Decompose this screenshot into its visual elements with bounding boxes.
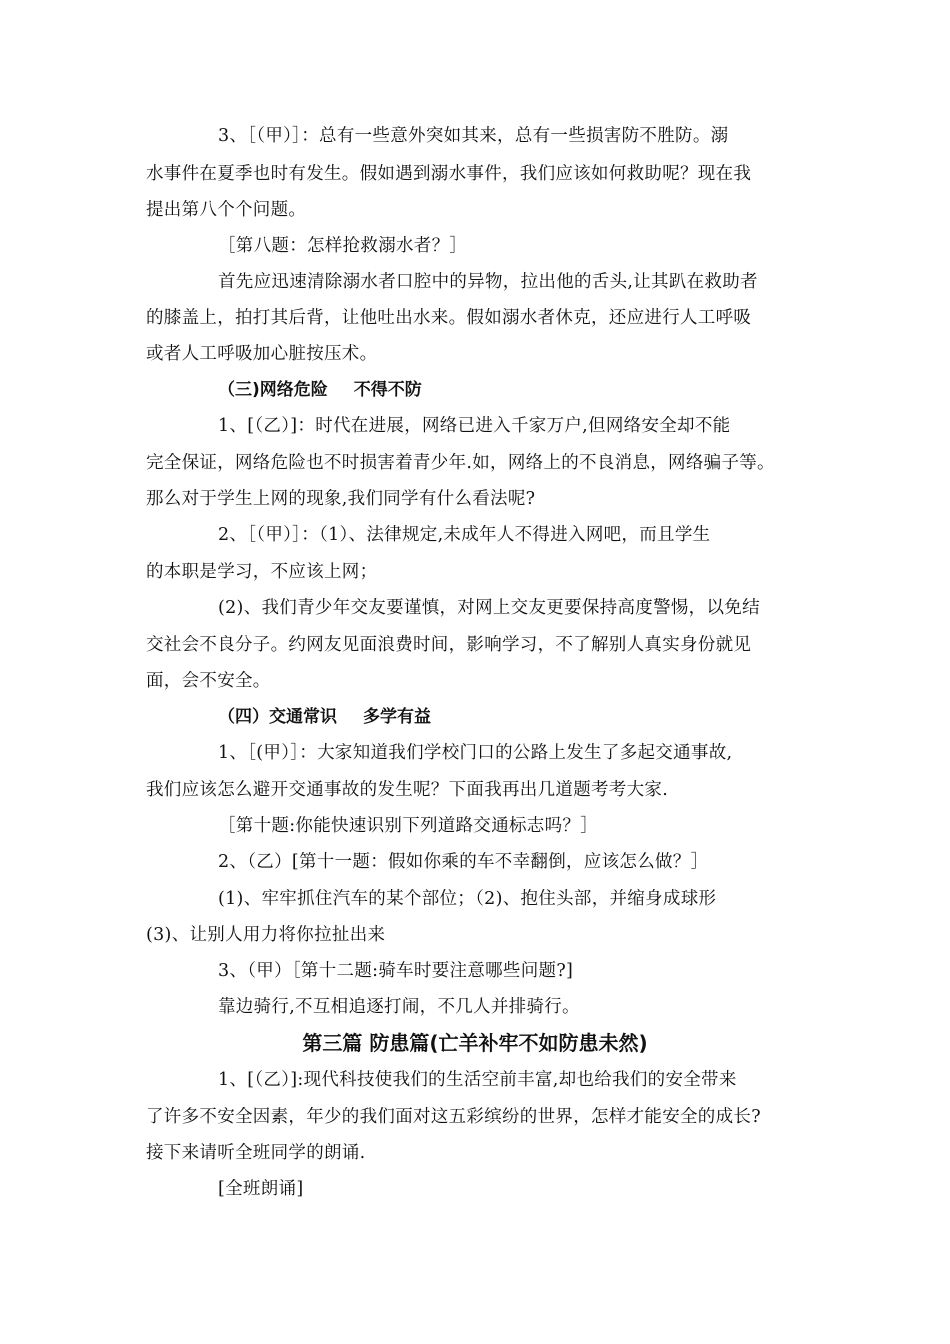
paragraph-line: 面，会不安全。 bbox=[146, 671, 271, 691]
section-motto: 多学有益 bbox=[363, 707, 431, 727]
paragraph-line: 1、[（乙）]：时代在进展，网络已进入千家万户,但网络安全却不能 bbox=[218, 416, 731, 436]
paragraph-line: 水事件在夏季也时有发生。假如遇到溺水事件，我们应该如何救助呢？现在我 bbox=[146, 164, 752, 184]
section-motto: 不得不防 bbox=[353, 380, 422, 400]
paragraph-line: 提出第八个个问题。 bbox=[146, 200, 307, 220]
paragraph-line: 1、[（乙）]:现代科技使我们的生活空前丰富,却也给我们的安全带来 bbox=[218, 1070, 737, 1090]
question-line: 3、（甲）［第十二题:骑车时要注意哪些问题?] bbox=[218, 961, 574, 981]
question-line: ［第十题:你能快速识别下列道路交通标志吗？］ bbox=[218, 816, 598, 836]
paragraph-line: 那么对于学生上网的现象,我们同学有什么看法呢? bbox=[146, 489, 536, 509]
section-heading-traffic bbox=[218, 705, 431, 729]
paragraph-line: (3)、让别人用力将你拉扯出来 bbox=[146, 925, 386, 945]
section-label: （四）交通常识 bbox=[218, 707, 337, 727]
chapter-heading: 第三篇 防患篇(亡羊补牢不如防患未然) bbox=[302, 1031, 648, 1055]
paragraph-line: 或者人工呼吸加心脏按压术。 bbox=[146, 344, 378, 364]
paragraph-line: 的本职是学习，不应该上网； bbox=[146, 562, 378, 582]
paragraph-line: 2、［（甲）］：（1）、法律规定,未成年人不得进入网吧，而且学生 bbox=[218, 525, 711, 545]
question-line: 2、（乙）[第十一题：假如你乘的车不幸翻倒，应该怎么做？］ bbox=[218, 852, 709, 872]
paragraph-line: 的膝盖上，拍打其后背，让他吐出水来。假如溺水者休克，还应进行人工呼吸 bbox=[146, 308, 752, 328]
paragraph-line: [全班朗诵] bbox=[218, 1179, 304, 1199]
paragraph-line: (1)、牢牢抓住汽车的某个部位；（2)、抱住头部，并缩身成球形 bbox=[218, 889, 717, 909]
section-heading-network bbox=[218, 378, 422, 402]
paragraph-line: 3、［（甲）］：总有一些意外突如其来，总有一些损害防不胜防。溺 bbox=[218, 126, 729, 146]
paragraph-line: 了许多不安全因素，年少的我们面对这五彩缤纷的世界，怎样才能安全的成长? bbox=[146, 1107, 761, 1127]
paragraph-line: 交社会不良分子。约网友见面浪费时间，影响学习，不了解别人真实身份就见 bbox=[146, 635, 752, 655]
paragraph-line: 接下来请听全班同学的朗诵. bbox=[146, 1143, 366, 1163]
paragraph-line: 1、［(甲）］：大家知道我们学校门口的公路上发生了多起交通事故, bbox=[218, 743, 733, 763]
paragraph-line: 完全保证，网络危险也不时损害着青少年.如，网络上的不良消息，网络骗子等。 bbox=[146, 453, 775, 473]
paragraph-line: (2)、我们青少年交友要谨慎，对网上交友更要保持高度警惕，以免结 bbox=[218, 598, 760, 618]
paragraph-line: 首先应迅速清除溺水者口腔中的异物，拉出他的舌头,让其趴在救助者 bbox=[218, 272, 758, 292]
question-line: ［第八题：怎样抢救溺水者？］ bbox=[218, 236, 468, 256]
paragraph-line: 靠边骑行,不互相追逐打闹，不几人并排骑行。 bbox=[218, 997, 580, 1017]
paragraph-line: 我们应该怎么避开交通事故的发生呢？下面我再出几道题考考大家. bbox=[146, 780, 669, 800]
section-label: （三)网络危险 bbox=[218, 380, 328, 400]
